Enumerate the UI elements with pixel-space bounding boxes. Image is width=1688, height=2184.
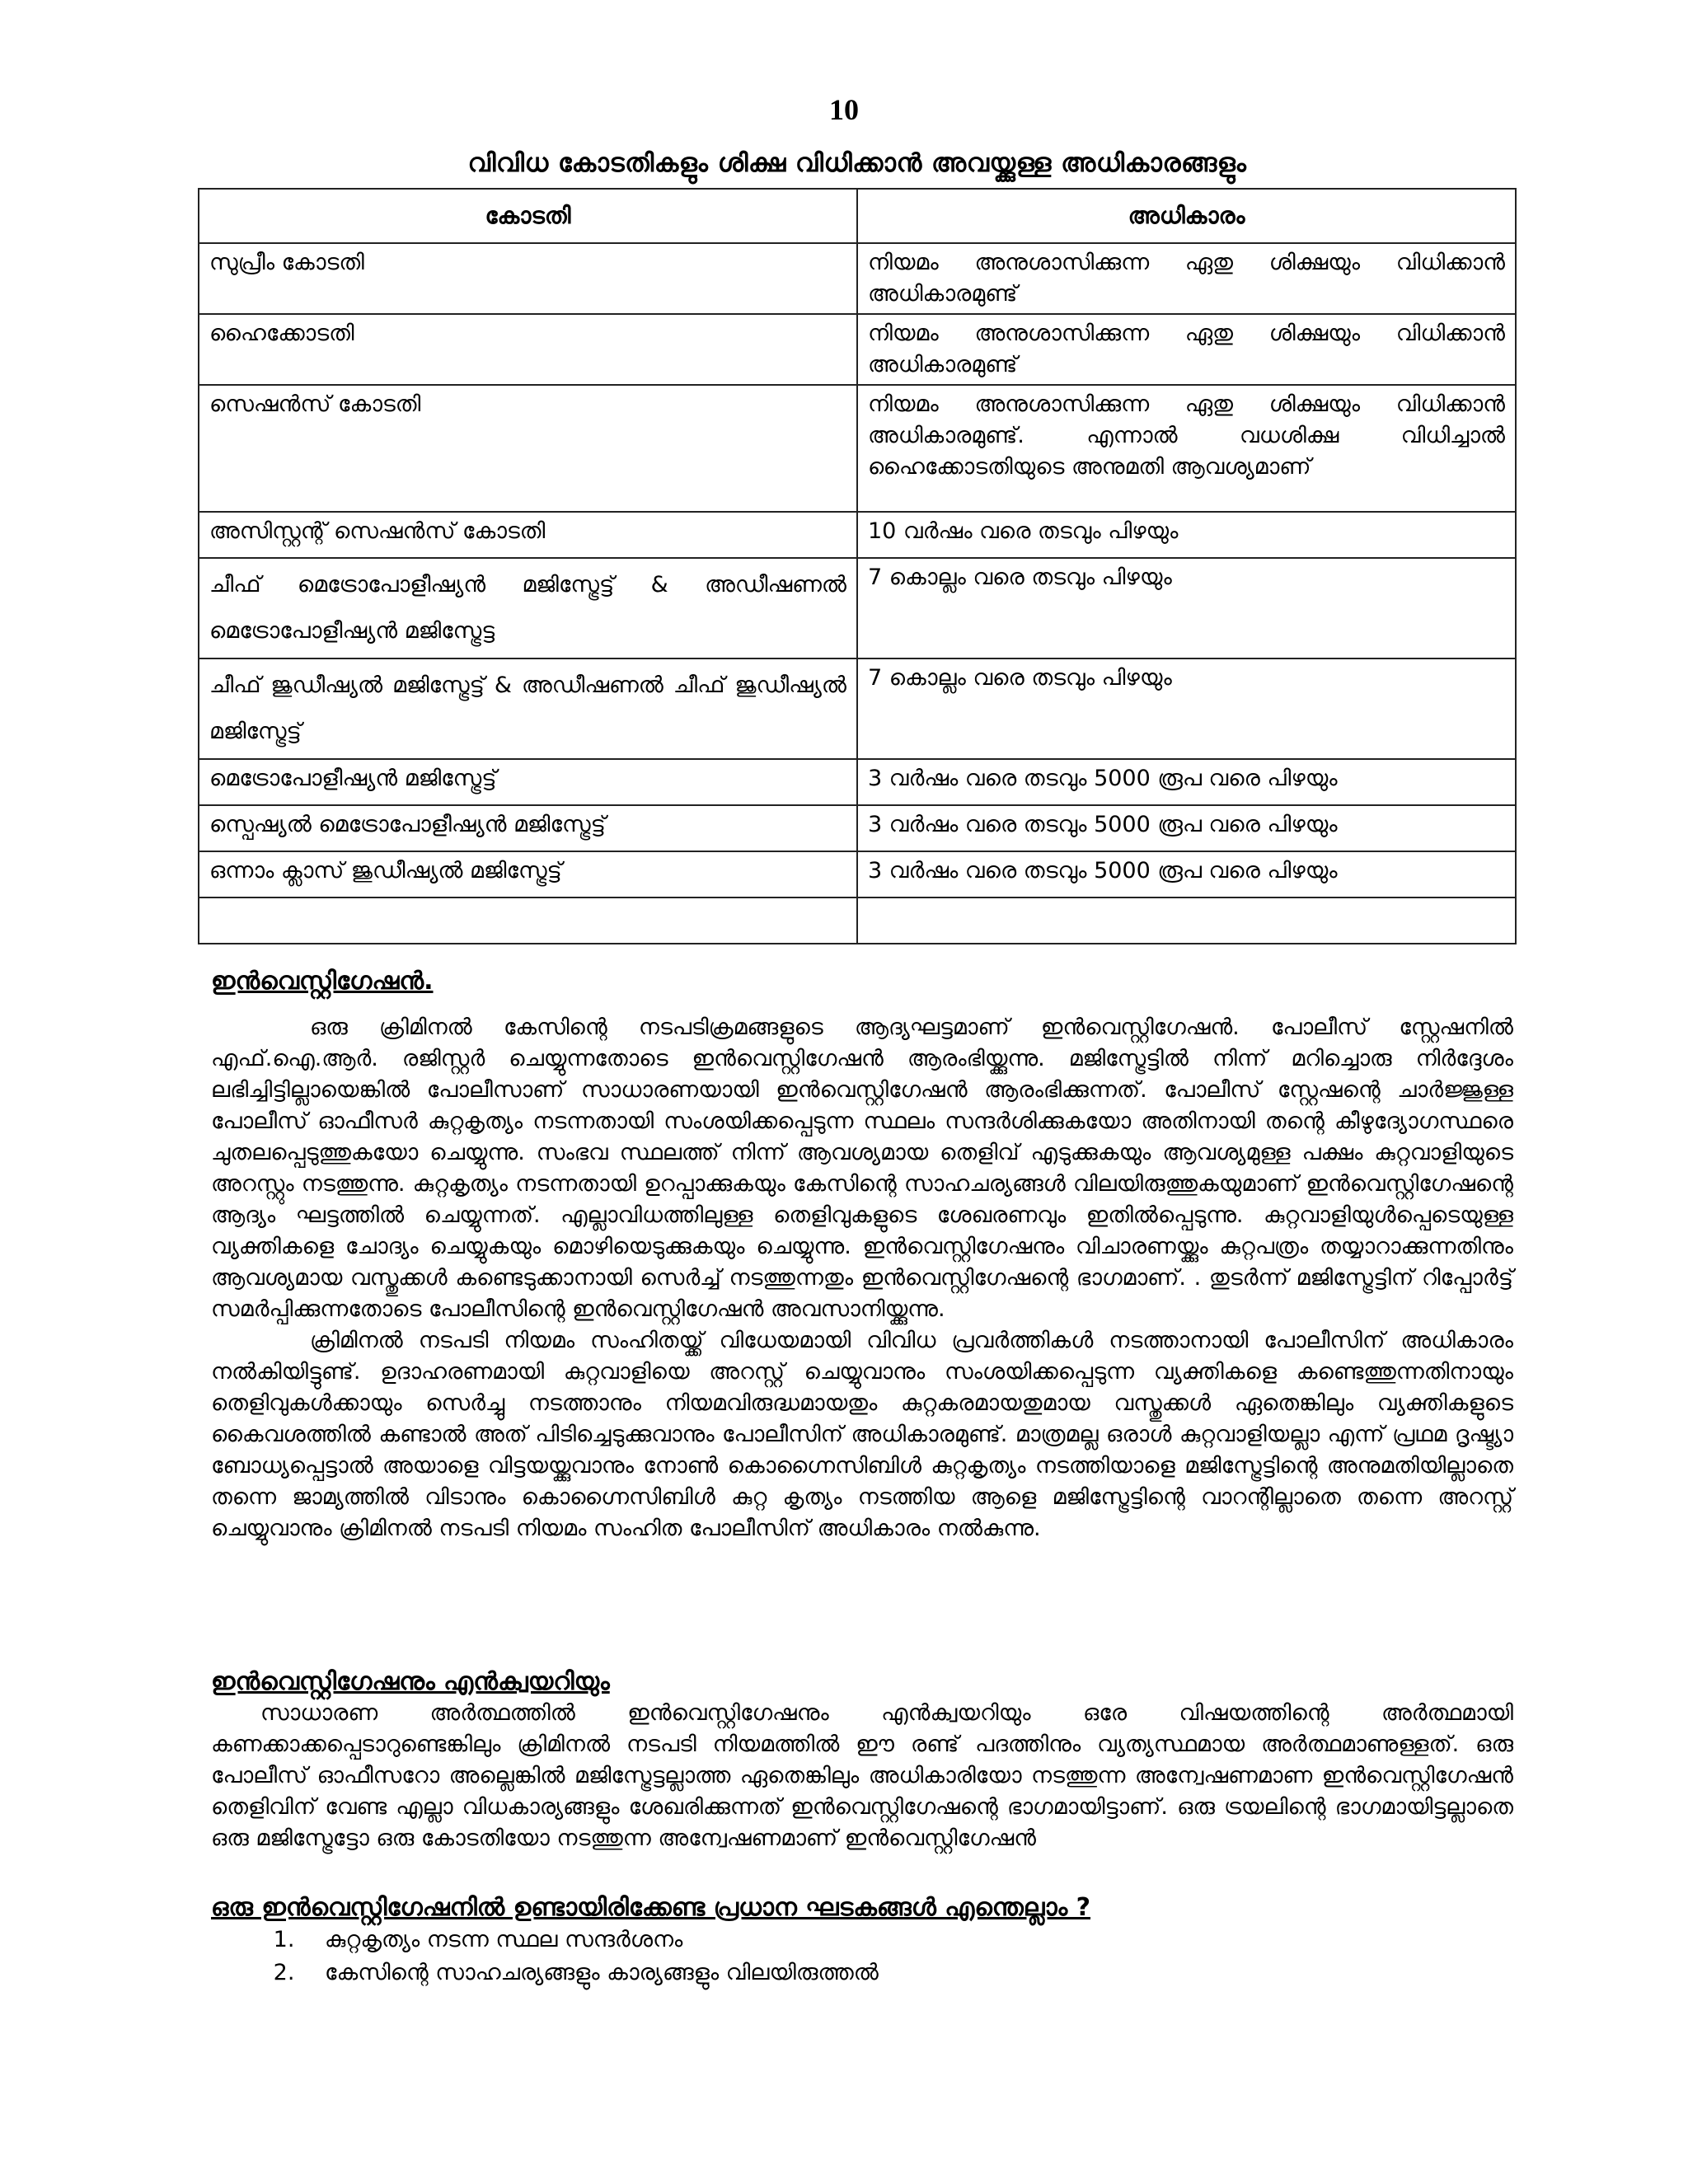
inquiry-section	[211, 1666, 1513, 1854]
investigation-paragraph-1: ഒരു ക്രിമിനൽ കേസിന്റെ നടപടിക്രമങ്ങളുടെ ആദ്യഘട്ടമാണ് ഇൻവെസ്റ്റിഗേഷൻ. പോലീസ് സ്റ്റേഷനിൽ എഫ്.ഐ.ആർ. രജിസ്റ്റർ ചെയ്യുന്നതോടെ ഇൻവെസ്റ്റിഗേഷൻ ആരംഭിയ്ക്കുന്നു. മജിസ്ട്രേട്ടിൽ നിന്ന് മറിച്ചൊരു നിർദ്ദേശം ലഭിച്ചിട്ടില്ലായെങ്കിൽ പോലീസാണ് സാധാരണയായി ഇൻവെസ്റ്റിഗേഷൻ ആരംഭിക്കുന്നത്. പോലീസ് സ്റ്റേഷന്റെ ചാർജ്ജുള്ള പോലീസ് ഓഫീസർ കുറ്റകൃത്യം നടന്നതായി സംശയിക്കപ്പെടുന്ന സ്ഥലം സന്ദർശിക്കുകയോ അതിനായി തന്റെ കീഴുദ്യോഗസ്ഥരെ ചുതലപ്പെടുത്തുകയോ ചെയ്യുന്നു. സംഭവ സ്ഥലത്ത് നിന്ന് ആവശ്യമായ തെളിവ് എടുക്കുകയും ആവശ്യമുള്ള പക്ഷം കുറ്റവാളിയുടെ അറസ്റ്റും നടത്തുന്നു. കുറ്റകൃത്യം നടന്നതായി ഉറപ്പാക്കുകയും കേസിന്റെ സാഹചര്യങ്ങൾ വിലയിരുത്തുകയുമാണ് ഇൻവെസ്റ്റിഗേഷന്റെ ആദ്യം ഘട്ടത്തിൽ ചെയ്യുന്നത്. എല്ലാവിധത്തിലുള്ള തെളിവുകളുടെ ശേഖരണവും ഇതിൽപ്പെടുന്നു. കുറ്റവാളിയുൾപ്പെടെയുള്ള വ്യക്തികളെ ചോദ്യം ചെയ്യുകയും മൊഴിയെടുക്കുകയും ചെയ്യുന്നു. ഇൻവെസ്റ്റിഗേഷനും വിചാരണയ്ക്കും കുറ്റപത്രം തയ്യാറാക്കുന്നതിനും ആവശ്യമായ വസ്തുക്കൾ കണ്ടെടുക്കാനായി സെർച്ച് നടത്തുന്നതും ഇൻവെസ്റ്റിഗേഷന്റെ ഭാഗമാണ്. . തുടർന്ന് മജിസ്ട്രേട്ടിന് റിപ്പോർട്ട് സമർപ്പിക്കുന്നതോടെ പോലീസിന്റെ ഇൻവെസ്റ്റിഗേഷൻ അവസാനിയ്ക്കുന്നു.	[211, 1015, 1513, 1322]
list-item: 2. കേസിന്റെ സാഹചര്യങ്ങളും കാര്യങ്ങളും വിലയിരുത്തൽ	[302, 1957, 1513, 1990]
power-cell: നിയമം അനുശാസിക്കുന്ന ഏതു ശിക്ഷയും വിധിക്കാൻ അധികാരമുണ്ട്. എന്നാൽ വധശിക്ഷ വിധിച്ചാൽ ഹൈക്കോടതിയുടെ അനുമതി ആവശ്യമാണ്	[857, 385, 1516, 512]
court-cell: മെട്രോപോളീഷ്യൻ മജിസ്ട്രേട്ട്	[199, 759, 857, 805]
court-cell: ഹൈക്കോടതി	[199, 314, 857, 385]
inquiry-paragraph: സാധാരണ അർത്ഥത്തിൽ ഇൻവെസ്റ്റിഗേഷനും എൻക്വയറിയും ഒരേ വിഷയത്തിന്റെ അർത്ഥമായി കണക്കാക്കപ്പെടാറുണ്ടെങ്കിലും ക്രിമിനൽ നടപടി നിയമത്തിൽ ഈ രണ്ട് പദത്തിനും വ്യത്യസ്ഥമായ അർത്ഥമാണുള്ളത്. ഒരു പോലീസ് ഓഫീസറോ അല്ലെങ്കിൽ മജിസ്ട്രേട്ടല്ലാത്ത ഏതെങ്കിലും അധികാരിയോ നടത്തുന്ന അന്വേഷണമാണ ഇൻവെസ്റ്റിഗേഷൻ തെളിവിന് വേണ്ട എല്ലാ വിധകാര്യങ്ങളും ശേഖരിക്കുന്നത് ഇൻവെസ്റ്റിഗേഷന്റെ ഭാഗമായിട്ടാണ്. ഒരു ട്രയലിന്റെ ഭാഗമായിട്ടല്ലാതെ ഒരു മജിസ്ട്രേട്ടോ ഒരു കോടതിയോ നടത്തുന്ന അന്വേഷണമാണ് ഇൻവെസ്റ്റിഗേഷൻ	[211, 1700, 1513, 1851]
court-cell	[199, 898, 857, 944]
power-cell: 3 വർഷം വരെ തടവും 5000 രൂപ വരെ പിഴയും	[857, 759, 1516, 805]
court-cell: സ്പെഷ്യൽ മെട്രോപോളീഷ്യൻ മജിസ്ട്രേട്ട്	[199, 805, 857, 851]
court-cell: സെഷൻസ് കോടതി	[199, 385, 857, 512]
table-row	[199, 558, 1516, 658]
table-row	[199, 243, 1516, 314]
header-court: കോടതി	[199, 189, 857, 243]
table-row-empty	[199, 898, 1516, 944]
elements-heading: ഒരു ഇൻവെസ്റ്റിഗേഷനിൽ ഉണ്ടായിരിക്കേണ്ട പ്രധാന ഘടകങ്ങൾ എന്തെല്ലാം ?	[211, 1893, 1091, 1922]
court-cell: ചീഫ് ജുഡീഷ്യൽ മജിസ്ട്രേട്ട് & അഡീഷണൽ ചീഫ് ജുഡീഷ്യൽ മജിസ്ട്രേട്ട്	[199, 658, 857, 759]
header-power: അധികാരം	[857, 189, 1516, 243]
elements-list	[211, 1924, 1513, 1990]
table-row	[199, 385, 1516, 512]
inquiry-heading: ഇൻവെസ്റ്റിഗേഷനും എൻക്വയറിയും	[211, 1667, 610, 1696]
page-number: 10	[829, 93, 859, 126]
investigation-section	[211, 966, 1513, 1544]
power-cell: 3 വർഷം വരെ തടവും 5000 രൂപ വരെ പിഴയും	[857, 851, 1516, 898]
table-row	[199, 512, 1516, 558]
table-header-row	[199, 189, 1516, 243]
investigation-paragraph-2: ക്രിമിനൽ നടപടി നിയമം സംഹിതയ്ക്ക് വിധേയമായി വിവിധ പ്രവർത്തികൾ നടത്താനായി പോലീസിന് അധികാരം നൽകിയിട്ടുണ്ട്. ഉദാഹരണമായി കുറ്റവാളിയെ അറസ്റ്റ് ചെയ്യുവാനും സംശയിക്കപ്പെടുന്ന വ്യക്തികളെ കണ്ടെത്തുന്നതിനായും തെളിവുകൾക്കായും സെർച്ചു നടത്താനും നിയമവിരുദ്ധമായതും കുറ്റകരമായതുമായ വസ്തുക്കൾ ഏതെങ്കിലും വ്യക്തികളുടെ കൈവശത്തിൽ കണ്ടാൽ അത് പിടിച്ചെടുക്കുവാനും പോലീസിന് അധികാരമുണ്ട്. മാത്രമല്ല ഒരാൾ കുറ്റവാളിയല്ലാ എന്ന് പ്രഥമ ദൃഷ്ട്യാ ബോധ്യപ്പെട്ടാൽ അയാളെ വിട്ടയയ്ക്കുവാനും നോൺ കൊഗ്നൈസിബിൾ കുറ്റകൃത്യം നടത്തിയാളെ മജിസ്ട്രേട്ടിന്റെ അനുമതിയില്ലാതെ തന്നെ ജാമ്യത്തിൽ വിടാനും കൊഗ്നൈസിബിൾ കുറ്റ കൃത്യം നടത്തിയ ആളെ മജിസ്ട്രേട്ടിന്റെ വാറന്റില്ലാതെ തന്നെ അറസ്റ്റ് ചെയ്യുവാനും ക്രിമിനൽ നടപടി നിയമം സംഹിത പോലീസിന് അധികാരം നൽകുന്നു.	[211, 1328, 1513, 1541]
court-cell: സുപ്രീം കോടതി	[199, 243, 857, 314]
power-cell: 3 വർഷം വരെ തടവും 5000 രൂപ വരെ പിഴയും	[857, 805, 1516, 851]
court-cell: അസിസ്റ്റന്റ് സെഷൻസ് കോടതി	[199, 512, 857, 558]
table-row	[199, 658, 1516, 759]
power-cell: 10 വർഷം വരെ തടവും പിഴയും	[857, 512, 1516, 558]
table-row	[199, 851, 1516, 898]
power-cell: 7 കൊല്ലം വരെ തടവും പിഴയും	[857, 558, 1516, 658]
list-item: 1. കുറ്റകൃത്യം നടന്ന സ്ഥല സന്ദർശനം	[302, 1924, 1513, 1957]
court-cell: ചീഫ് മെട്രോപോളീഷ്യൻ മജിസ്ട്രേട്ട് & അഡീഷണൽ മെട്രോപോളീഷ്യൻ മജിസ്ട്രേട്ട	[199, 558, 857, 658]
investigation-heading: ഇൻവെസ്റ്റിഗേഷൻ.	[211, 967, 434, 996]
table-title: വിവിധ കോടതികളും ശിക്ഷ വിധിക്കാൻ അവയ്ക്കുള്ള അധികാരങ്ങളും	[467, 148, 1247, 178]
table-row	[199, 805, 1516, 851]
table-row	[199, 759, 1516, 805]
elements-section	[211, 1892, 1513, 1990]
court-cell: ഒന്നാം ക്ലാസ് ജുഡീഷ്യൽ മജിസ്ട്രേട്ട്	[199, 851, 857, 898]
power-cell	[857, 898, 1516, 944]
power-cell: നിയമം അനുശാസിക്കുന്ന ഏതു ശിക്ഷയും വിധിക്കാൻ അധികാരമുണ്ട്	[857, 243, 1516, 314]
table-row	[199, 314, 1516, 385]
power-cell: 7 കൊല്ലം വരെ തടവും പിഴയും	[857, 658, 1516, 759]
power-cell: നിയമം അനുശാസിക്കുന്ന ഏതു ശിക്ഷയും വിധിക്കാൻ അധികാരമുണ്ട്	[857, 314, 1516, 385]
courts-table	[198, 188, 1517, 944]
